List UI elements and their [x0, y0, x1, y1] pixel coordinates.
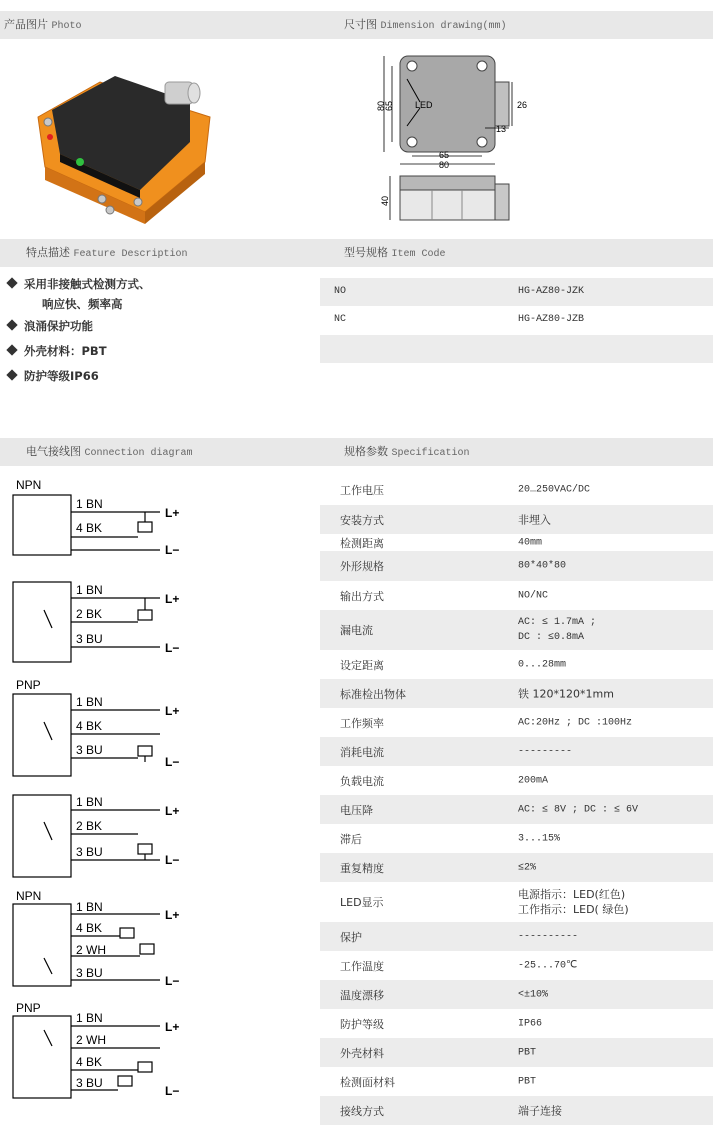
dim-b80: 80	[439, 160, 450, 170]
spec-key: 防护等级	[340, 1017, 384, 1031]
svg-text:1 BN: 1 BN	[76, 900, 103, 914]
diamond-bullet-icon	[6, 344, 17, 355]
dimension-drawing	[372, 44, 542, 234]
spec-header-en: Specification	[391, 448, 470, 459]
diamond-bullet-icon	[6, 319, 17, 330]
spec-value: ---------	[518, 746, 573, 757]
svg-text:1 BN: 1 BN	[76, 695, 103, 709]
photo-header	[0, 11, 320, 39]
spec-value: ----------	[518, 931, 579, 942]
svg-text:3 BU: 3 BU	[76, 845, 103, 859]
spec-value: -25...70℃	[518, 960, 578, 971]
svg-text:3 BU: 3 BU	[76, 743, 103, 757]
spec-key: 检测距离	[340, 536, 384, 550]
feature-header-zh: 特点描述	[26, 246, 70, 259]
spec-value: 200mA	[518, 775, 549, 786]
spec-value: <±10%	[518, 989, 549, 1000]
svg-text:4 BK: 4 BK	[76, 1055, 103, 1069]
spec-key: 电压降	[340, 803, 373, 817]
spec-row	[320, 475, 713, 504]
spec-row	[320, 650, 713, 679]
spec-key: 接线方式	[340, 1104, 384, 1118]
feature-item: 防护等级IP66	[8, 368, 99, 384]
spec-row	[320, 1067, 713, 1096]
dimension-header-en: Dimension drawing(mm)	[380, 21, 507, 32]
svg-text:L+: L+	[165, 592, 180, 606]
photo-header-zh: 产品图片	[4, 18, 48, 31]
spec-row	[320, 551, 713, 581]
item-code-row-empty	[320, 335, 713, 363]
spec-key: 设定距离	[340, 658, 384, 672]
item-header-en: Item Code	[391, 249, 446, 260]
svg-text:L+: L+	[165, 506, 180, 520]
svg-text:1 BN: 1 BN	[76, 583, 103, 597]
svg-text:4 BK: 4 BK	[76, 521, 103, 535]
connection-header-en: Connection diagram	[84, 448, 193, 459]
spec-key: 消耗电流	[340, 745, 384, 759]
dimension-header-zh: 尺寸图	[344, 18, 377, 31]
spec-row	[320, 882, 713, 922]
feature-item: 采用非接触式检测方式、	[8, 276, 151, 292]
spec-row	[320, 505, 713, 534]
svg-text:L−: L−	[165, 641, 180, 655]
product-photo	[30, 62, 220, 227]
feature-item-cont: 响应快、频率高	[42, 297, 123, 311]
svg-text:L+: L+	[165, 804, 180, 818]
spec-value: 3...15%	[518, 833, 561, 844]
connection-header	[0, 438, 320, 466]
dim-d40: 40	[380, 195, 390, 206]
spec-row	[320, 1009, 713, 1038]
dimension-header	[320, 11, 713, 39]
spec-value: PBT	[518, 1047, 537, 1058]
spec-value: AC:20Hz ; DC :100Hz	[518, 717, 633, 728]
svg-text:L−: L−	[165, 1084, 180, 1098]
spec-key: 负载电流	[340, 774, 384, 788]
spec-key: 保护	[340, 930, 362, 944]
spec-value: 非埋入	[518, 513, 551, 526]
spec-key: 检测面材料	[340, 1075, 395, 1089]
spec-value: IP66	[518, 1018, 543, 1029]
wiring-type-npn: NPN	[16, 478, 42, 492]
spec-value: 20…250VAC/DC	[518, 484, 591, 495]
diamond-bullet-icon	[6, 369, 17, 380]
spec-header	[320, 438, 713, 466]
spec-value: 铁 120*120*1mm	[518, 687, 614, 700]
svg-text:3 BU: 3 BU	[76, 966, 103, 980]
spec-key: 工作电压	[340, 483, 384, 497]
spec-value: 端子连接	[518, 1104, 562, 1117]
spec-row	[320, 534, 713, 551]
spec-value: PBT	[518, 1076, 537, 1087]
spec-row	[320, 766, 713, 795]
spec-header-zh: 规格参数	[344, 445, 388, 458]
svg-text:L+: L+	[165, 1020, 180, 1034]
spec-value: AC: ≤ 1.7mA ; DC : ≤0.8mA	[518, 617, 597, 643]
svg-text:L+: L+	[165, 908, 180, 922]
svg-text:1 BN: 1 BN	[76, 497, 103, 511]
spec-value: AC: ≤ 8V ; DC : ≤ 6V	[518, 804, 639, 815]
diamond-bullet-icon	[6, 277, 17, 288]
svg-text:3 BU: 3 BU	[76, 632, 103, 646]
svg-text:2 BK: 2 BK	[76, 819, 103, 833]
spec-row	[320, 951, 713, 980]
svg-text:1 BN: 1 BN	[76, 795, 103, 809]
spec-key: 外壳材料	[340, 1046, 384, 1060]
spec-row	[320, 1096, 713, 1125]
svg-text:3 BU: 3 BU	[76, 1076, 103, 1090]
spec-row	[320, 610, 713, 650]
spec-row	[320, 980, 713, 1009]
spec-value: 电源指示：LED(红色) 工作指示：LED( 绿色)	[518, 888, 629, 916]
spec-value: 80*40*80	[518, 560, 567, 572]
wiring-type-pnp: PNP	[16, 678, 41, 692]
feature-header-en: Feature Description	[73, 249, 188, 260]
spec-key: 外形规格	[340, 560, 384, 573]
svg-text:4 BK: 4 BK	[76, 719, 103, 733]
spec-key: 输出方式	[340, 589, 384, 603]
svg-text:L−: L−	[165, 543, 180, 557]
svg-text:L+: L+	[165, 704, 180, 718]
item-code-row: NO HG-AZ80-JZK	[320, 278, 713, 306]
wiring-diagrams	[0, 470, 200, 1110]
svg-text:L−: L−	[165, 853, 180, 867]
spec-row	[320, 795, 713, 824]
dim-h80: 80	[376, 100, 386, 111]
spec-row	[320, 737, 713, 766]
spec-value: ≤2%	[518, 862, 537, 873]
svg-text:L−: L−	[165, 755, 180, 769]
dim-h65: 65	[384, 100, 394, 111]
svg-text:2 WH: 2 WH	[76, 943, 106, 957]
feature-item: 外壳材料：PBT	[8, 343, 107, 359]
spec-row	[320, 581, 713, 610]
svg-text:2 BK: 2 BK	[76, 607, 103, 621]
spec-value: 0...28mm	[518, 659, 567, 670]
spec-key: 工作频率	[340, 716, 384, 730]
item-code-row: NC HG-AZ80-JZB	[334, 314, 585, 325]
svg-text:1 BN: 1 BN	[76, 1011, 103, 1025]
dim-w26: 26	[517, 100, 528, 110]
svg-text:L−: L−	[165, 974, 180, 988]
spec-value: 40mm	[518, 537, 543, 548]
spec-row	[320, 824, 713, 853]
connection-header-zh: 电气接线图	[26, 445, 81, 458]
spec-key: 安装方式	[340, 513, 384, 527]
feature-header	[0, 239, 320, 267]
feature-item: 浪涌保护功能	[8, 318, 93, 334]
spec-key: LED显示	[340, 896, 384, 909]
item-header	[320, 239, 713, 267]
spec-row	[320, 922, 713, 951]
spec-row	[320, 853, 713, 882]
spec-key: 滞后	[340, 832, 362, 846]
dim-b65: 65	[439, 150, 450, 160]
spec-row	[320, 1038, 713, 1067]
spec-value: NO/NC	[518, 590, 549, 601]
dim-w13: 13	[496, 124, 507, 134]
photo-header-en: Photo	[51, 21, 82, 32]
spec-key: 温度漂移	[340, 988, 384, 1002]
svg-text:4 BK: 4 BK	[76, 921, 103, 935]
spec-key: 漏电流	[340, 624, 373, 637]
spec-key: 工作温度	[340, 959, 384, 973]
spec-row	[320, 679, 713, 708]
svg-text:NPN: NPN	[16, 889, 42, 903]
svg-text:2 WH: 2 WH	[76, 1033, 106, 1047]
spec-key: 标准检出物体	[340, 687, 406, 701]
led-label: LED	[415, 100, 433, 110]
svg-text:PNP: PNP	[16, 1001, 41, 1015]
spec-row	[320, 708, 713, 737]
spec-key: 重复精度	[340, 861, 384, 875]
item-header-zh: 型号规格	[344, 246, 388, 259]
